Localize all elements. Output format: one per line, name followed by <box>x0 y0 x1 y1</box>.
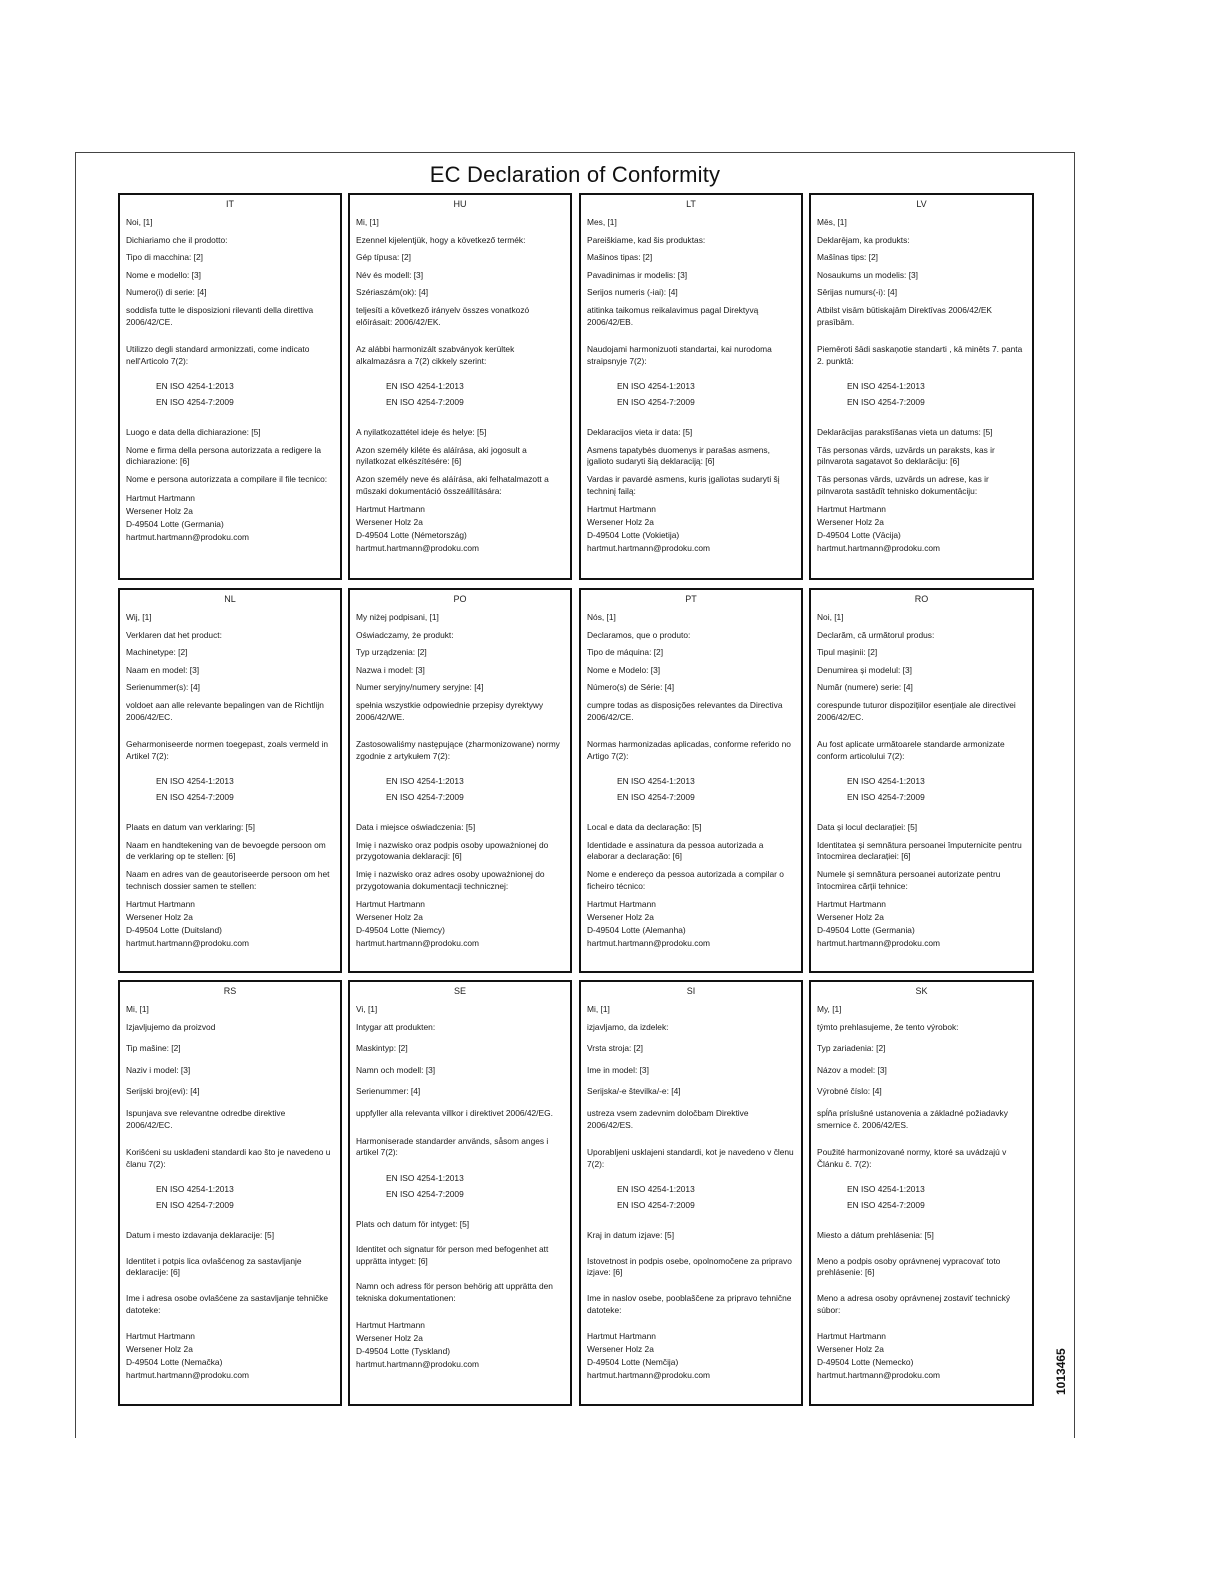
declaration-line: Namn och modell: [3] <box>356 1064 436 1075</box>
declaration-line: Tās personas vārds, uzvārds un paraksts, kas ir pilnvarota sagatavot šo deklarāciju: [6] <box>817 444 995 467</box>
standards-list <box>156 774 334 806</box>
declaration-line: Kraj in datum izjave: [5] <box>587 1230 675 1241</box>
contact-street: Wersener Holz 2a <box>817 1344 884 1355</box>
declaration-line: Naziv i model: [3] <box>126 1064 191 1075</box>
declaration-line: Declarăm, că următorul produs: <box>817 629 935 640</box>
declaration-line: My niżej podpisani, [1] <box>356 612 439 622</box>
declaration-box-po <box>348 588 572 973</box>
declaration-box-lt <box>579 193 803 580</box>
declaration-line: A nyilatkozattétel ideje és helye: [5] <box>356 427 487 438</box>
language-code: SI <box>686 986 696 996</box>
declaration-line: Név és modell: [3] <box>356 269 424 280</box>
standards-list <box>386 774 564 806</box>
standard-item: EN ISO 4254-7:2009 <box>386 397 464 408</box>
declaration-line: Numer seryjny/numery seryjne: [4] <box>356 682 484 693</box>
declaration-line: Vardas ir pavardė asmens, kuris įgaliotas sudaryti šį techninį failą: <box>587 474 780 496</box>
declaration-line: Declaramos, que o produto: <box>587 629 691 640</box>
contact-email: hartmut.hartmann@prodoku.com <box>356 1358 480 1369</box>
language-code: NL <box>224 594 236 604</box>
contact-email: hartmut.hartmann@prodoku.com <box>126 531 250 542</box>
declaration-line: Pavadinimas ir modelis: [3] <box>587 269 688 280</box>
declaration-line: Normas harmonizadas aplicadas, conforme referido no Artigo 7(2): <box>587 739 791 761</box>
contact-name: Hartmut Hartmann <box>126 899 195 910</box>
declaration-line: Harmoniserade standarder används, såsom anges i artikel 7(2): <box>356 1135 549 1158</box>
contact-city: D-49504 Lotte (Nemačka) <box>126 1357 223 1368</box>
declaration-line: Nome e modello: [3] <box>126 269 201 280</box>
declaration-line: Vrsta stroja: [2] <box>587 1043 644 1054</box>
declaration-line: Gép típusa: [2] <box>356 252 411 263</box>
declaration-line: Oświadczamy, że produkt: <box>356 629 454 640</box>
declaration-line: Au fost aplicate următoarele standarde armonizate conform articolului 7(2): <box>817 739 1005 761</box>
contact-street: Wersener Holz 2a <box>356 1332 423 1343</box>
standard-item: EN ISO 4254-1:2013 <box>617 1184 695 1195</box>
contact-name: Hartmut Hartmann <box>126 492 195 503</box>
standards-list <box>156 379 334 411</box>
declaration-line: teljesíti a következő irányelv összes vonatkozó előírásait: 2006/42/EK. <box>356 304 530 327</box>
declaration-line: Numele și semnătura persoanei autorizate pentru întocmirea cărții tehnice: <box>817 869 1001 891</box>
declaration-line: Korišćeni su usklađeni standardi kao što je navedeno u članu 7(2): <box>126 1147 331 1169</box>
contact-city: D-49504 Lotte (Vokietija) <box>587 530 680 541</box>
contact-address <box>356 1319 564 1371</box>
contact-email: hartmut.hartmann@prodoku.com <box>587 543 711 554</box>
language-code: PT <box>685 594 697 604</box>
document-number: 1013465 <box>1054 1348 1068 1395</box>
declaration-line: Número(s) de Série: [4] <box>587 682 675 693</box>
declaration-line: týmto prehlasujeme, že tento výrobok: <box>817 1021 959 1032</box>
declaration-line: Názov a model: [3] <box>817 1064 887 1075</box>
declaration-line: Typ urządzenia: [2] <box>356 647 427 658</box>
declaration-line: Asmens tapatybės duomenys ir parašas asmens, įgalioto sudaryti šią deklaraciją: [6] <box>587 444 770 467</box>
declaration-line: Výrobné číslo: [4] <box>817 1086 882 1097</box>
declaration-box-sk <box>809 980 1034 1406</box>
declaration-line: Izjavljujemo da proizvod <box>126 1021 216 1032</box>
declaration-box-pt <box>579 588 803 973</box>
declaration-line: Luogo e data della dichiarazione: [5] <box>126 427 261 438</box>
declaration-line: Wij, [1] <box>126 612 152 622</box>
standard-item: EN ISO 4254-7:2009 <box>847 1200 925 1211</box>
standards-list <box>847 379 1026 411</box>
declaration-line: Dichiariamo che il prodotto: <box>126 234 228 245</box>
standard-item: EN ISO 4254-1:2013 <box>617 381 695 392</box>
declaration-line: Deklaracijos vieta ir data: [5] <box>587 427 693 438</box>
declaration-line: voldoet aan alle relevante bepalingen van de Richtlijn 2006/42/EC. <box>126 699 324 722</box>
declaration-line: Az alábbi harmonizált szabványok kerültek alkalmazásra a 7(2) cikkely szerint: <box>356 344 515 366</box>
contact-email: hartmut.hartmann@prodoku.com <box>817 938 941 949</box>
declaration-line: Serienummer: [4] <box>356 1086 421 1097</box>
declaration-line: Tipo di macchina: [2] <box>126 252 203 263</box>
declaration-line: Imię i nazwisko oraz adres osoby upoważnionej do przygotowania dokumentacji technicznej: <box>356 869 545 891</box>
contact-street: Wersener Holz 2a <box>126 1344 193 1355</box>
declaration-box-ro <box>809 588 1034 973</box>
contact-city: D-49504 Lotte (Germania) <box>817 925 915 936</box>
standards-list <box>617 379 795 411</box>
declaration-line: Mašīnas tips: [2] <box>817 252 878 263</box>
declaration-line: Mi, [1] <box>587 1004 610 1014</box>
declaration-box-se <box>348 980 572 1406</box>
declaration-line: Nome e Modelo: [3] <box>587 664 661 675</box>
declaration-box-nl <box>118 588 342 973</box>
declaration-line: Ezennel kijelentjük, hogy a következő termék: <box>356 234 526 245</box>
standards-list <box>847 1182 1026 1214</box>
declaration-line: Mi, [1] <box>356 217 379 227</box>
contact-email: hartmut.hartmann@prodoku.com <box>126 1370 250 1381</box>
declaration-box-lv <box>809 193 1034 580</box>
contact-street: Wersener Holz 2a <box>587 912 654 923</box>
language-code: SE <box>453 986 466 996</box>
declaration-line: ustreza vsem zadevnim določbam Direktive 2006/42/ES. <box>587 1107 749 1130</box>
contact-city: D-49504 Lotte (Németország) <box>356 530 467 541</box>
declaration-line: Nosaukums un modelis: [3] <box>817 269 919 280</box>
declaration-line: Azon személy neve és aláírása, aki felhatalmazott a műszaki dokumentáció összeállítására: <box>356 474 549 496</box>
standard-item: EN ISO 4254-1:2013 <box>156 381 234 392</box>
declaration-line: Noi, [1] <box>126 217 153 227</box>
declaration-line: Tās personas vārds, uzvārds un adrese, kas ir pilnvarota sastādīt tehnisko dokumentāciju: <box>817 474 989 496</box>
declaration-line: Nós, [1] <box>587 612 616 622</box>
contact-email: hartmut.hartmann@prodoku.com <box>356 938 480 949</box>
contact-street: Wersener Holz 2a <box>587 1344 654 1355</box>
declaration-line: Mašinos tipas: [2] <box>587 252 653 263</box>
contact-email: hartmut.hartmann@prodoku.com <box>587 938 711 949</box>
contact-address <box>356 898 564 950</box>
contact-city: D-49504 Lotte (Vācija) <box>817 530 901 541</box>
declaration-line: uppfyller alla relevanta villkor i direktivet 2006/42/EG. <box>356 1107 553 1118</box>
language-code: RO <box>914 594 929 604</box>
language-code: IT <box>226 199 234 209</box>
declaration-line: Local e data da declaração: [5] <box>587 822 702 833</box>
declaration-line: Data i miejsce oświadczenia: [5] <box>356 822 476 833</box>
declaration-line: Tipo de máquina: [2] <box>587 647 664 658</box>
contact-name: Hartmut Hartmann <box>126 1331 195 1342</box>
declaration-line: Serienummer(s): [4] <box>126 682 200 693</box>
declaration-line: Miesto a dátum prehlásenia: [5] <box>817 1230 934 1241</box>
language-code: RS <box>223 986 237 996</box>
declaration-line: Maskintyp: [2] <box>356 1043 408 1054</box>
standards-list <box>847 774 1026 806</box>
language-code: LT <box>686 199 696 209</box>
standard-item: EN ISO 4254-1:2013 <box>847 381 925 392</box>
declaration-line: cumpre todas as disposições relevantes da Directiva 2006/42/CE. <box>587 699 783 722</box>
declaration-line: Deklarācijas parakstīšanas vieta un datums: [5] <box>817 427 993 438</box>
standard-item: EN ISO 4254-1:2013 <box>156 1184 234 1195</box>
standard-item: EN ISO 4254-7:2009 <box>617 1200 695 1211</box>
standard-item: EN ISO 4254-7:2009 <box>847 792 925 803</box>
contact-street: Wersener Holz 2a <box>126 912 193 923</box>
contact-name: Hartmut Hartmann <box>817 504 886 515</box>
contact-name: Hartmut Hartmann <box>817 1331 886 1342</box>
declaration-line: Naam en adres van de geautoriseerde persoon om het technisch dossier samen te stellen: <box>126 869 330 891</box>
declaration-line: Identitatea și semnătura persoanei împuternicite pentru întocmirea declarației: [6] <box>817 839 1022 862</box>
declaration-line: Identitet och signatur för person med befogenhet att upprätta intyget: [6] <box>356 1244 549 1266</box>
contact-name: Hartmut Hartmann <box>356 899 425 910</box>
declaration-line: Meno a podpis osoby oprávnenej vypracovať toto prehlásenie: [6] <box>817 1255 1001 1278</box>
declaration-box-it <box>118 193 342 580</box>
declaration-line: Ispunjava sve relevantne odredbe direktive 2006/42/EC. <box>126 1107 286 1130</box>
declaration-line: Nome e firma della persona autorizzata a redigere la dichiarazione: [6] <box>126 444 322 467</box>
declaration-line: Număr (numere) serie: [4] <box>817 682 913 693</box>
declaration-line: Uporabljeni usklajeni standardi, kot je navedeno v členu 7(2): <box>587 1147 794 1169</box>
declaration-line: Naam en model: [3] <box>126 664 200 675</box>
declaration-line: Datum i mesto izdavanja deklaracije: [5] <box>126 1230 275 1241</box>
standard-item: EN ISO 4254-7:2009 <box>156 792 234 803</box>
declaration-line: soddisfa tutte le disposizioni rilevanti della direttiva 2006/42/CE. <box>126 304 314 327</box>
standard-item: EN ISO 4254-7:2009 <box>386 792 464 803</box>
contact-name: Hartmut Hartmann <box>587 899 656 910</box>
declaration-line: Serijska/-e številka/-e: [4] <box>587 1086 681 1097</box>
contact-name: Hartmut Hartmann <box>817 899 886 910</box>
declaration-line: Ime in naslov osebe, pooblaščene za pripravo tehnične datoteke: <box>587 1293 792 1315</box>
contact-email: hartmut.hartmann@prodoku.com <box>587 1370 711 1381</box>
declaration-line: Vi, [1] <box>356 1004 378 1014</box>
declaration-line: Tip mašine: [2] <box>126 1043 181 1054</box>
declaration-line: izjavljamo, da izdelek: <box>587 1021 669 1032</box>
declaration-line: Pareiškiame, kad šis produktas: <box>587 234 706 245</box>
contact-city: D-49504 Lotte (Nemecko) <box>817 1357 914 1368</box>
contact-address <box>356 503 564 555</box>
standard-item: EN ISO 4254-1:2013 <box>847 1184 925 1195</box>
declaration-line: Mēs, [1] <box>817 217 847 227</box>
declaration-line: Sērijas numurs(-i): [4] <box>817 287 898 298</box>
standards-list <box>156 1182 334 1214</box>
contact-street: Wersener Holz 2a <box>817 912 884 923</box>
contact-email: hartmut.hartmann@prodoku.com <box>817 543 941 554</box>
contact-street: Wersener Holz 2a <box>356 517 423 528</box>
declaration-line: Deklarējam, ka produkts: <box>817 234 910 245</box>
declaration-line: Nazwa i model: [3] <box>356 664 425 675</box>
contact-email: hartmut.hartmann@prodoku.com <box>126 938 250 949</box>
standard-item: EN ISO 4254-1:2013 <box>386 381 464 392</box>
declaration-box-si <box>579 980 803 1406</box>
contact-email: hartmut.hartmann@prodoku.com <box>817 1370 941 1381</box>
declaration-line: Geharmoniseerde normen toegepast, zoals vermeld in Artikel 7(2): <box>126 739 329 761</box>
contact-address <box>126 898 334 950</box>
declaration-line: Ime i adresa osobe ovlašćene za sastavljanje tehničke datoteke: <box>126 1293 329 1315</box>
declaration-line: Data și locul declarației: [5] <box>817 822 918 833</box>
contact-street: Wersener Holz 2a <box>587 517 654 528</box>
standard-item: EN ISO 4254-1:2013 <box>847 776 925 787</box>
declaration-line: Nome e persona autorizzata a compilare il file tecnico: <box>126 474 328 485</box>
contact-street: Wersener Holz 2a <box>356 912 423 923</box>
declaration-line: Nome e endereço da pessoa autorizada a compilar o ficheiro técnico: <box>587 869 784 891</box>
contact-address <box>587 1330 795 1382</box>
declaration-line: My, [1] <box>817 1004 842 1014</box>
declaration-line: Plats och datum för intyget: [5] <box>356 1218 470 1229</box>
declaration-line: Atbilst visām būtiskajām Direktīvas 2006/42/EK prasībām. <box>817 304 993 327</box>
standard-item: EN ISO 4254-7:2009 <box>617 792 695 803</box>
declaration-line: Mes, [1] <box>587 217 617 227</box>
declaration-line: Ime in model: [3] <box>587 1064 649 1075</box>
declaration-line: spĺňa príslušné ustanovenia a základné požiadavky smernice č. 2006/42/ES. <box>817 1107 1008 1130</box>
declaration-line: Použité harmonizované normy, ktoré sa uvádzajú v Článku č. 7(2): <box>817 1147 1007 1169</box>
declaration-line: Piemēroti šādi saskaņotie standarti , kā minēts 7. panta 2. punktā: <box>817 344 1023 366</box>
declaration-line: Denumirea și modelul: [3] <box>817 664 912 675</box>
contact-address <box>817 1330 1026 1382</box>
standards-list <box>617 1182 795 1214</box>
declaration-line: Szériaszám(ok): [4] <box>356 287 429 298</box>
declaration-line: Typ zariadenia: [2] <box>817 1043 886 1054</box>
standards-list <box>386 1171 564 1203</box>
contact-name: Hartmut Hartmann <box>587 1331 656 1342</box>
declaration-line: Machinetype: [2] <box>126 647 188 658</box>
standard-item: EN ISO 4254-7:2009 <box>386 1188 464 1199</box>
declaration-line: atitinka taikomus reikalavimus pagal Direktyvą 2006/42/EB. <box>587 304 759 327</box>
declaration-line: Istovetnost in podpis osebe, opolnomočene za pripravo izjave: [6] <box>587 1255 792 1278</box>
contact-address <box>126 1330 334 1382</box>
contact-name: Hartmut Hartmann <box>587 504 656 515</box>
document-title: EC Declaration of Conformity <box>429 162 721 187</box>
contact-name: Hartmut Hartmann <box>356 1319 425 1330</box>
declaration-line: Identitet i potpis lica ovlašćenog za sastavljanje deklaracije: [6] <box>126 1255 302 1278</box>
declaration-line: Serijski broj(evi): [4] <box>126 1086 200 1097</box>
declaration-line: Naam en handtekening van de bevoegde persoon om de verklaring op te stellen: [6] <box>126 839 326 862</box>
declaration-line: Tipul mașinii: [2] <box>817 647 878 658</box>
contact-address <box>817 898 1026 950</box>
declaration-line: Identidade e assinatura da pessoa autorizada a elaborar a declaração: [6] <box>587 839 764 862</box>
declaration-line: Naudojami harmonizuoti standartai, kai nurodoma straipsnyje 7(2): <box>587 344 772 366</box>
declaration-line: Imię i nazwisko oraz podpis osoby upoważnionej do przygotowania deklaracji: [6] <box>356 839 549 862</box>
contact-city: D-49504 Lotte (Duitsland) <box>126 925 222 936</box>
contact-address <box>126 492 334 544</box>
language-code: HU <box>453 199 467 209</box>
declaration-line: Mi, [1] <box>126 1004 149 1014</box>
language-code: SK <box>915 986 928 996</box>
declaration-line: Intygar att produkten: <box>356 1021 436 1032</box>
declaration-line: spełnia wszystkie odpowiednie przepisy dyrektywy 2006/42/WE. <box>356 699 544 722</box>
contact-street: Wersener Holz 2a <box>126 505 193 516</box>
contact-email: hartmut.hartmann@prodoku.com <box>356 543 480 554</box>
declaration-line: Utilizzo degli standard armonizzati, come indicato nell'Articolo 7(2): <box>126 344 310 366</box>
contact-city: D-49504 Lotte (Alemanha) <box>587 925 686 936</box>
contact-city: D-49504 Lotte (Nemčija) <box>587 1357 679 1368</box>
contact-city: D-49504 Lotte (Tyskland) <box>356 1345 451 1356</box>
declaration-line: Meno a adresa osoby oprávnenej zostaviť technický súbor: <box>817 1293 1011 1315</box>
standard-item: EN ISO 4254-1:2013 <box>386 1172 464 1183</box>
contact-name: Hartmut Hartmann <box>356 504 425 515</box>
declaration-line: Zastosowaliśmy następujące (zharmonizowane) normy zgodnie z artykułem 7(2): <box>356 739 560 761</box>
declaration-line: Azon személy kiléte és aláírása, aki jogosult a nyilatkozat elkészítésére: [6] <box>356 444 527 467</box>
standards-list <box>617 774 795 806</box>
contact-address <box>587 898 795 950</box>
declaration-line: Verklaren dat het product: <box>126 629 222 640</box>
language-code: PO <box>453 594 467 604</box>
declaration-line: Serijos numeris (-iai): [4] <box>587 287 678 298</box>
declaration-box-rs <box>118 980 342 1406</box>
contact-city: D-49504 Lotte (Germania) <box>126 518 224 529</box>
standard-item: EN ISO 4254-1:2013 <box>617 776 695 787</box>
declaration-box-hu <box>348 193 572 580</box>
declaration-line: Numero(i) di serie: [4] <box>126 287 207 298</box>
contact-street: Wersener Holz 2a <box>817 517 884 528</box>
standard-item: EN ISO 4254-7:2009 <box>617 397 695 408</box>
standards-list <box>386 379 564 411</box>
declaration-line: Namn och adress för person behörig att upprätta den tekniska dokumentationen: <box>356 1281 553 1304</box>
declaration-line: Noi, [1] <box>817 612 844 622</box>
contact-city: D-49504 Lotte (Niemcy) <box>356 925 445 936</box>
standard-item: EN ISO 4254-7:2009 <box>847 397 925 408</box>
contact-address <box>817 503 1026 555</box>
declaration-line: corespunde tuturor dispozițiilor esențiale ale directivei 2006/42/EC. <box>817 699 1016 722</box>
contact-address <box>587 503 795 555</box>
language-code: LV <box>916 199 927 209</box>
declaration-line: Plaats en datum van verklaring: [5] <box>126 822 255 833</box>
standard-item: EN ISO 4254-1:2013 <box>386 776 464 787</box>
standard-item: EN ISO 4254-7:2009 <box>156 1200 234 1211</box>
standard-item: EN ISO 4254-7:2009 <box>156 397 234 408</box>
standard-item: EN ISO 4254-1:2013 <box>156 776 234 787</box>
